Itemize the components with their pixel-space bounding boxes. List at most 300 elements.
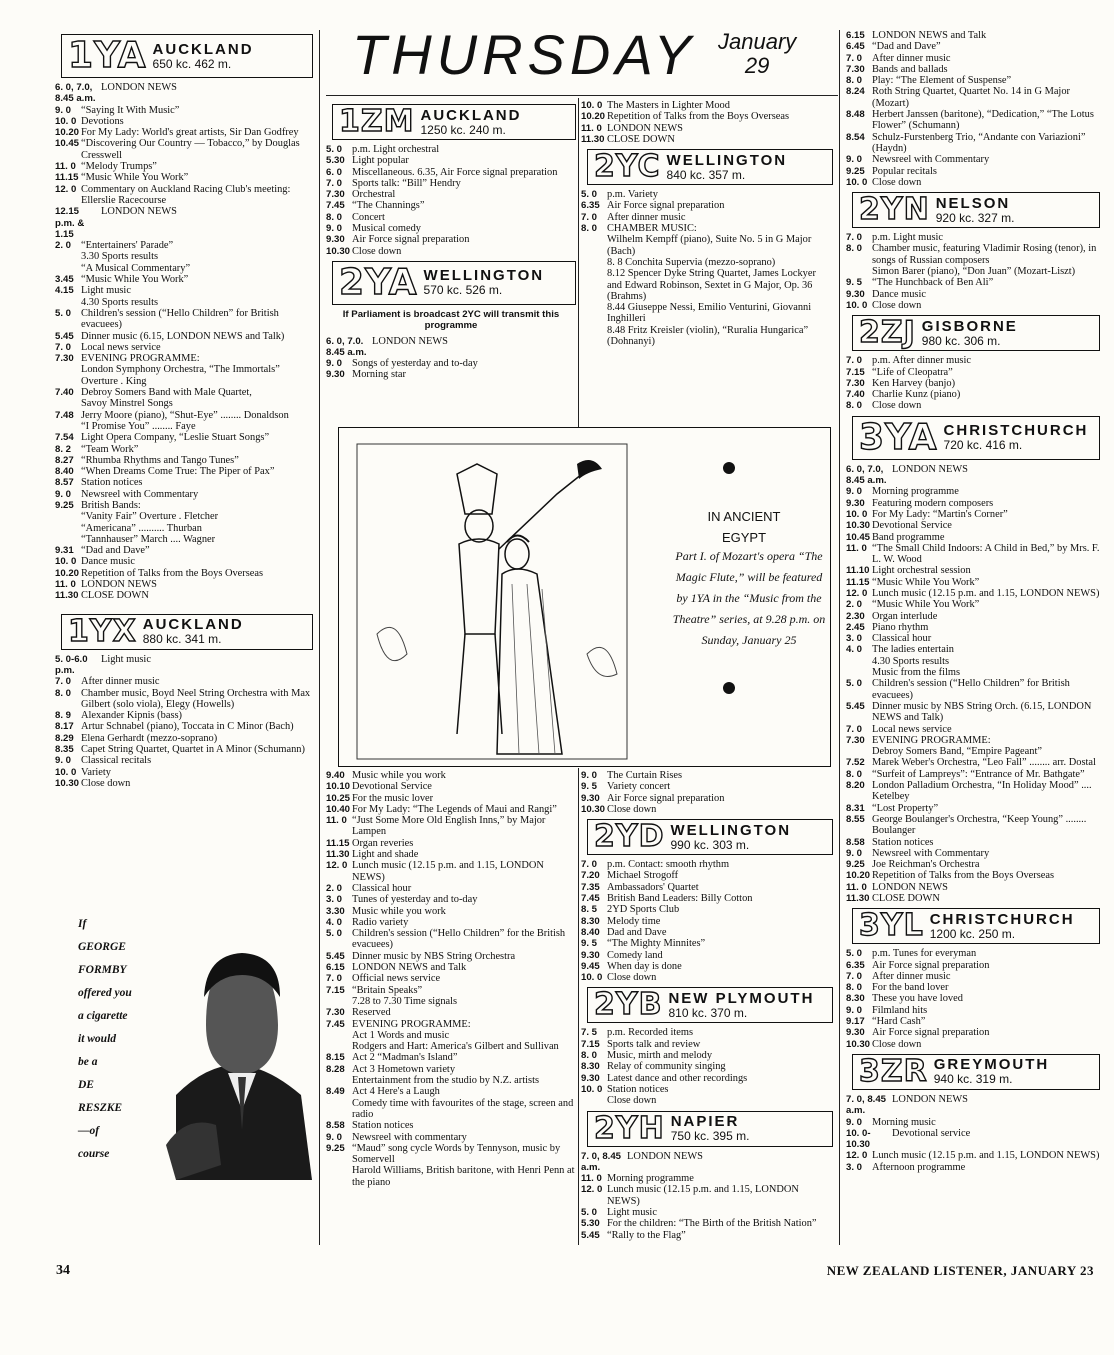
programme-title: “Melody Trumps” [81,161,157,173]
programme-title: Light music [81,285,131,297]
programme-time [581,268,607,302]
programme-title: George Boulanger's Orchestra, “Keep Young” ........ Boulanger [872,813,1087,837]
programme-time: 7.45 [581,893,600,905]
programme-entry [55,364,313,387]
programme-entry [326,144,576,155]
programme-entry [846,1016,1100,1027]
programme-time [326,996,352,1007]
programme-time [55,297,81,308]
programme-time: 5.45 [581,1229,600,1241]
programme-title: “When Dreams Come True: The Piper of Pax” [81,466,275,478]
programme-entry [55,410,313,421]
programme-title: Newsreel with Commentary [872,847,990,859]
programme-entry [581,257,833,268]
programme-title: “Just Some More Old English Inns,” by Major Lampen [352,815,546,838]
programme-entry [581,200,833,211]
programme-title: Variety concert [607,781,671,793]
programme-entry [55,534,313,545]
programme-entry [846,982,1100,993]
programme-title: “Music While You Work” [872,576,980,588]
programme-time: 11.15 [846,576,870,588]
programme-time: 7.35 [581,881,600,893]
programme-time [846,656,872,667]
programme-entry [846,848,1100,859]
programme-entry [846,41,1100,52]
programme-time: 5.45 [55,330,74,342]
programme-title: Ambassadors' Quartet [607,881,699,893]
station-3ya [852,416,1100,460]
programme-title: Ken Harvey (banjo) [872,377,956,389]
programme-time: 9.25 [326,1142,345,1154]
station-2ya [332,261,576,305]
station-city: NAPIER [670,1113,740,1131]
programme-title: “Vanity Fair” Overture . Fletcher [81,511,219,523]
programme-time: 8.57 [55,477,74,489]
programme-title: Newsreel with Commentary [872,154,990,166]
programme-entry [326,1052,576,1063]
programme-title: LONDON NEWS [81,579,157,591]
programme-time: 9. 0 [326,223,343,235]
programme-title: Station notices [352,1120,414,1132]
programme-time: 8.20 [846,780,865,792]
programme-time: 3. 0 [326,894,343,906]
programme-entry [846,971,1100,982]
programme-time: 8. 0 [846,982,863,994]
programme-time: 10. 0 [846,299,868,311]
programme-entry [581,1095,833,1106]
programme-entry [55,116,313,127]
programme-title: Music from the films [872,667,961,679]
programme-time: 6.15 [326,962,345,974]
programme-entry [55,387,313,398]
programme-title: Chamber music, featuring Vladimir Rosing (tenor), in songs of Russian composers [872,243,1097,266]
programme-entry [55,523,313,534]
programme-entry [55,206,313,240]
programme-title: Local news service [872,723,952,735]
programme-time: 5.30 [581,1218,600,1230]
programme-title: Act 3 Hometown variety [352,1063,456,1075]
programme-time: 9.31 [55,545,74,557]
programme-title: 3.30 Sports results [81,251,159,263]
programme-title: Comedy time with favourites of the stage, screen and radio [352,1097,574,1120]
programme-title: Sports talk: “Bill” Hendry [352,177,461,189]
programme-title: “Music While You Work” [872,599,980,611]
programme-time: 12. 0 [846,587,868,599]
programme-entry [846,177,1100,188]
programme-title: Newsreel with commentary [352,1131,467,1143]
programme-title: Children's session (“Hello Children” for the British evacuees) [352,928,566,951]
programme-time: 9. 0 [55,488,72,500]
station-city: NEW PLYMOUTH [668,989,815,1007]
programme-time: 8. 0 [55,687,72,699]
programme-entry [581,1084,833,1095]
programme-title: Act 2 “Madman's Island” [352,1052,458,1064]
column-divider [578,98,579,428]
programme-time: 8.27 [55,454,74,466]
programme-title: Music while you work [352,770,446,781]
programme-entry [55,755,313,766]
programme-entry [846,1027,1100,1038]
programme-title: “Music While You Work” [81,172,189,184]
programme-time: 8. 2 [55,443,72,455]
programme-title: Herbert Janssen (baritone), “Dedication,” “The Lotus Flower” (Schumann) [872,109,1094,132]
programme-entry [846,803,1100,814]
programme-title: Songs of yesterday and to-day [352,358,478,370]
station-logo: 3ZR [859,1053,928,1089]
programme-entry [846,53,1100,64]
programme-entry [326,928,576,951]
programme-time [55,534,81,545]
date-day: 29 [744,53,770,78]
programme-time: 7. 0 [846,723,863,735]
programme-entry [581,972,833,983]
programme-list-2zj [846,355,1100,411]
programme-entry [581,100,833,111]
programme-title: “The Small Child Indoors: A Child in Bed,” by Mrs. F. L. W. Wood [872,542,1100,566]
programme-entry [846,464,1100,487]
programme-entry [846,1150,1100,1161]
programme-entry [846,64,1100,75]
programme-title: “The Channings” [352,200,425,212]
programme-time: 9. 0 [846,847,863,859]
programme-time: 9.25 [846,859,865,871]
programme-entry [846,132,1100,155]
programme-title: Station notices [872,836,934,848]
programme-title: Repetition of Talks from the Boys Overseas [872,870,1055,882]
programme-time: 11.30 [55,590,79,602]
programme-time: 5. 0 [581,189,598,201]
programme-entry [846,611,1100,622]
programme-time: 9. 0 [55,104,72,116]
programme-title: Station notices [81,477,143,489]
programme-title: “Maud” song cycle Words by Tennyson, music by Somervell [352,1142,561,1166]
programme-time [846,266,872,277]
programme-time: 7. 0 [55,676,72,688]
programme-entry [326,1120,576,1131]
programme-entry [846,509,1100,520]
programme-entry [846,644,1100,655]
programme-time: 11.15 [55,172,79,184]
station-2zj [852,315,1100,351]
programme-time: 5.30 [326,155,345,167]
programme-time: 6. 0, 7.0, 8.45 a.m. [846,463,887,487]
programme-entry [846,1094,1100,1117]
programme-time: 7.54 [55,432,74,444]
programme-title: “Lost Property” [872,802,939,814]
programme-entry [581,1073,833,1084]
programme-time: 2. 0 [326,882,343,894]
programme-time: 9.30 [326,234,345,246]
programme-title: Light Opera Company, “Leslie Stuart Songs” [81,432,270,444]
programme-entry [846,859,1100,870]
programme-entry [55,398,313,409]
programme-title: Jerry Moore (piano), “Shut-Eye” ........ Donaldson [81,409,289,421]
programme-time: 10. 0 [846,176,868,188]
programme-time: 5. 0 [326,928,343,940]
station-frequency: 1250 kc. 240 m. [420,122,506,137]
programme-title: LONDON NEWS [627,1150,703,1162]
programme-entry [55,240,313,251]
programme-entry [581,134,833,145]
programme-entry [846,486,1100,497]
station-frequency: 990 kc. 303 m. [670,837,750,852]
programme-time: 8.54 [846,131,865,143]
programme-time: 10.20 [55,567,80,579]
programme-time: 6.45 [846,41,865,53]
station-logo: 1ZM [339,104,415,139]
programme-time: 8.48 [846,109,865,121]
programme-title: CLOSE DOWN [872,893,940,904]
programme-title: LONDON NEWS and Talk [872,30,987,41]
column-3-lower [581,770,833,1241]
programme-time: 8. 0 [846,768,863,780]
programme-entry [326,962,576,973]
programme-time: 8.30 [581,915,600,927]
programme-time: 12.15 p.m. & 1.15 [55,206,85,240]
programme-title: Wilhelm Kempff (piano), Suite No. 5 in G Major (Bach) [607,234,812,257]
programme-time: 7. 0 [846,355,863,367]
programme-time: 9. 0 [846,486,863,498]
programme-time: 9.30 [581,792,600,804]
programme-title: CLOSE DOWN [81,590,149,602]
programme-title: Children's session (“Hello Children” for British evacuees) [81,307,279,331]
programme-title: Savoy Minstrel Songs [81,398,173,410]
programme-entry [846,30,1100,41]
programme-time: 10.10 [326,781,351,793]
programme-entry [55,432,313,443]
programme-entry [581,950,833,961]
programme-title: Light and shade [352,849,419,861]
programme-entry [55,778,313,789]
programme-entry [55,579,313,590]
programme-title: Sports talk and review [607,1038,701,1050]
programme-time: 11. 0 [581,122,602,134]
programme-title: Repetition of Talks from the Boys Overseas [81,567,264,579]
programme-title: CLOSE DOWN [607,133,675,145]
programme-title: Dance music [872,288,926,300]
programme-time: 10.25 [326,792,351,804]
programme-time [581,325,607,348]
station-logo: 3YL [859,908,924,944]
programme-list-2ya-late [581,100,833,145]
column-divider [839,30,840,1245]
programme-entry [55,545,313,556]
programme-entry [326,1143,576,1166]
station-city: AUCKLAND [142,616,244,634]
programme-time: 6.35 [581,200,600,212]
programme-title: Close down [607,972,657,984]
programme-entry [846,701,1100,724]
programme-entry [55,263,313,274]
programme-time [326,1098,352,1121]
programme-entry [581,893,833,904]
programme-entry [326,996,576,1007]
programme-entry [55,455,313,466]
programme-entry [55,331,313,342]
programme-title: Devotional Service [352,781,432,793]
programme-time: 7.15 [846,366,865,378]
programme-title: Variety [81,766,112,778]
programme-title: “Team Work” [81,443,139,455]
programme-entry [326,155,576,166]
programme-title: Organ reveries [352,837,414,849]
programme-entry [581,212,833,223]
programme-time: 8. 5 [581,904,598,916]
station-2yh [587,1111,833,1147]
programme-title: “Saying It With Music” [81,104,180,116]
programme-time: 10. 0 [846,508,868,520]
programme-time: 11. 0 [55,579,76,591]
programme-entry [846,769,1100,780]
programme-time: 2. 0 [846,599,863,611]
programme-title: Devotions [81,115,124,127]
programme-title: LONDON NEWS [892,1093,968,1105]
programme-time: 5. 0 [581,1207,598,1219]
programme-entry [846,622,1100,633]
programme-title: The Masters in Lighter Mood [607,100,730,111]
programme-title: EVENING PROGRAMME: [872,734,991,746]
programme-title: After dinner music [81,676,160,688]
programme-entry [326,804,576,815]
station-frequency: 570 kc. 526 m. [423,283,503,298]
programme-entry [55,421,313,432]
programme-time [581,234,607,257]
programme-time: 7. 0 [55,341,72,353]
programme-list-2yh [581,1151,833,1241]
programme-entry [55,297,313,308]
feature-text: Part I. of Mozart's opera “The Magic Flute,” will be featured by 1YA in the “Music from the Theatre” series, at 9.28 p.m. on Sunday, January 25 [672,549,826,647]
programme-time: 5. 0 [846,678,863,690]
programme-entry [326,1064,576,1075]
programme-entry [581,1061,833,1072]
programme-time: 8.58 [326,1120,345,1132]
programme-entry [581,1207,833,1218]
programme-entry [846,532,1100,543]
programme-title: Music, mirth and melody [607,1050,713,1062]
programme-time: 6.35 [846,959,865,971]
programme-title: p.m. Light music [872,232,943,244]
programme-title: “Rhumba Rhythms and Tango Tunes” [81,454,239,466]
programme-title: Rodgers and Hart: America's Gilbert and Sullivan [352,1041,559,1053]
programme-title: 4.30 Sports results [872,655,950,667]
programme-entry [846,870,1100,881]
programme-title: Dinner music (6.15, LONDON NEWS and Talk) [81,330,285,342]
programme-time [55,263,81,274]
programme-time: 8.58 [846,836,865,848]
programme-entry [581,1230,833,1241]
programme-time: 7.45 [326,1018,345,1030]
programme-entry [846,667,1100,678]
programme-entry [846,588,1100,599]
station-logo: 2ZJ [859,315,916,351]
programme-time: 7.45 [326,200,345,212]
programme-entry [846,746,1100,757]
programme-title: Morning programme [607,1173,694,1185]
programme-entry [326,985,576,996]
programme-entry [581,882,833,893]
column-4 [846,30,1100,1173]
programme-entry [581,904,833,915]
programme-entry [581,1151,833,1174]
programme-title: “Hard Cash” [872,1016,926,1028]
programme-entry [846,1005,1100,1016]
programme-entry [581,938,833,949]
station-1yx [61,614,313,650]
programme-title: p.m. Recorded items [607,1027,693,1039]
programme-title: “A Musical Commentary” [81,262,191,274]
date-month: January [718,29,797,54]
programme-entry [846,154,1100,165]
programme-entry [846,1117,1100,1128]
programme-entry [846,1128,1100,1151]
programme-time: 7.30 [326,189,345,201]
programme-time: 8. 0 [326,211,343,223]
programme-entry [581,1027,833,1038]
programme-entry [55,744,313,755]
programme-time: 12. 0 [581,1184,603,1196]
programme-entry [55,342,313,353]
programme-time: 11. 0 [55,161,76,173]
programme-entry [581,325,833,348]
programme-entry [846,656,1100,667]
programme-time [846,667,872,678]
programme-title: p.m. Light orchestral [352,144,440,155]
programme-list-2yc-evening [846,30,1100,188]
programme-time: 9. 5 [581,938,598,950]
programme-title: “Dad and Dave” [81,545,150,557]
programme-title: “Rally to the Flag” [607,1229,686,1241]
programme-time: 10.30 [581,803,606,815]
programme-entry [846,367,1100,378]
programme-title: Lunch music (12.15 p.m. and 1.15, LONDON NEWS) [352,860,544,883]
programme-entry [326,223,576,234]
programme-time: 12. 0 [846,1150,868,1162]
programme-time: 10.40 [326,803,351,815]
programme-time: 9.30 [846,288,865,300]
station-frequency: 750 kc. 395 m. [670,1129,750,1144]
programme-entry [581,234,833,257]
programme-entry [846,75,1100,86]
programme-list-2yb [581,1027,833,1106]
programme-title: The ladies entertain [872,644,954,656]
programme-title: EVENING PROGRAMME: [352,1018,471,1030]
station-3yl [852,908,1100,944]
programme-title: British Band Leaders: Billy Cotton [607,893,753,905]
programme-entry [846,277,1100,288]
station-city: AUCKLAND [420,106,522,124]
programme-title: “Surfeit of Lampreys”: “Entrance of Mr. Bathgate” [872,768,1085,780]
programme-title: LONDON NEWS and Talk [352,962,467,974]
programme-time: 5. 0 [846,948,863,960]
programme-entry [846,289,1100,300]
programme-entry [326,1041,576,1052]
programme-title: Dinner music by NBS String Orch. (6.15, LONDON NEWS and Talk) [872,700,1092,724]
programme-time: 10. 0 [55,115,77,127]
programme-title: LONDON NEWS [101,82,177,93]
programme-title: When day is done [607,960,682,972]
programme-entry [846,882,1100,893]
programme-entry [326,200,576,211]
programme-entry [846,837,1100,848]
programme-time: 6. 0, 7.0. 8.45 a.m. [326,335,367,358]
programme-entry [55,184,313,207]
programme-entry [55,251,313,262]
programme-time: 11. 0 [846,881,867,893]
programme-time [55,364,81,387]
programme-time: 10. 0 [55,556,77,568]
programme-entry [846,1039,1100,1050]
egyptian-illustration [347,434,647,764]
